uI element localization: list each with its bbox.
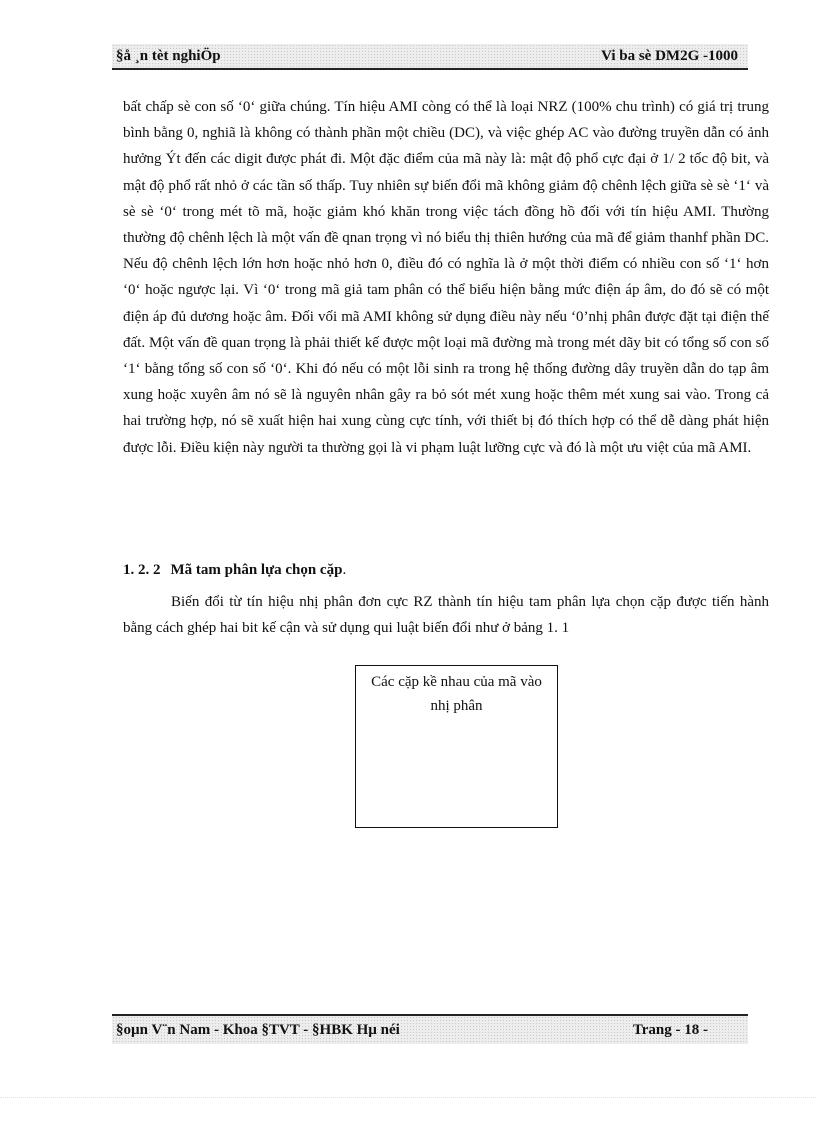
- table-1-1-cell: [355, 665, 558, 828]
- page-footer: [112, 1014, 748, 1044]
- footer-page-number: Trang - 18 -: [632, 1021, 708, 1038]
- page-header: [112, 44, 748, 70]
- section-heading: [123, 562, 346, 579]
- header-document-title: Vi ba sè DM2G -1000: [601, 47, 738, 64]
- body-paragraph: bất chấp sè con số ‘0‘ giữa chúng. Tín hiệu AMI còng có thể là loại NRZ (100% chu trình) có giá trị trung bình bằng 0, nghiã là không có thành phần một chiều (DC), và việc ghép AC vào đường truyền dẫn có ảnh hưởng Ýt đến các digit được phát đi. Một đặc điểm của mã này là: mật độ phổ cực đại ở 1/ 2 tốc độ bit, và mật độ phổ rất nhỏ ở các tần số thấp. Tuy nhiên sự biến đổi mã không giảm độ chênh lệch giữa sè sè ‘1‘ và sè sè ‘0‘ trong mét tõ mã, hoặc giảm khó khăn trong việc tách đồng hồ đối với tín hiệu AMI. Thường thường độ chênh lệch là một vấn đề qnan trọng vì nó biểu thị thiên hướng của mã để giảm thanhf phần DC. Nếu độ chênh lệch lớn hơn hoặc nhỏ hơn 0, điều đó có nghĩa là ở một thời điểm có nhiều con số ‘1‘ hơn ‘0‘ hoặc ngược lại. Vì ‘0‘ trong mã giả tam phân có thể biểu hiện bằng mức điện áp âm, do đó sẽ có một điện áp đủ dương hoặc âm. Đối vối mã AMI không sử dụng điều này nếu ‘0’nhị phân được đặt tại điện thế đất. Một vấn đề quan trọng là phải thiết kế được một loại mã đường mà trong mét dãy bit có tổng số con số ‘1‘ bằng tổng số con số ‘0‘. Khi đó nếu có một lỗi sinh ra trong hệ thống đường dây truyền dẫn do tạp âm xung hoặc xuyên âm nó sẽ là nguyên nhân gây ra bỏ sót mét xung hoặc thêm mét xung sai vào. Trong cả hai trường hợp, nó sẽ xuất hiện hai xung cùng cực tính, với thiết bị đó thích hợp có thể dễ dàng phát hiện được lỗi. Điều kiện này người ta thường gọi là vi phạm luật lưỡng cực và đó là một ưu việt của mã AMI.: [123, 99, 769, 456]
- section-title: Mã tam phân lựa chọn cặp: [170, 562, 343, 578]
- page-bottom-divider: [0, 1097, 816, 1098]
- section-paragraph: Biến đổi từ tín hiệu nhị phân đơn cực RZ thành tín hiệu tam phân lựa chọn cặp được tiến hành bằng cách ghép hai bit kế cận và sử dụng qui luật biến đổi như ở bảng 1. 1: [123, 594, 769, 637]
- header-thesis-label: §å ¸n tèt nghiÖp: [116, 47, 221, 64]
- table-cell-text: Các cặp kề nhau của mã vào nhị phân: [371, 674, 542, 714]
- section-title-suffix: .: [342, 562, 347, 578]
- footer-author: §oµn V¨n Nam - Khoa §TVT - §HBK Hµ néi: [116, 1021, 400, 1038]
- section-number: 1. 2. 2: [123, 562, 161, 578]
